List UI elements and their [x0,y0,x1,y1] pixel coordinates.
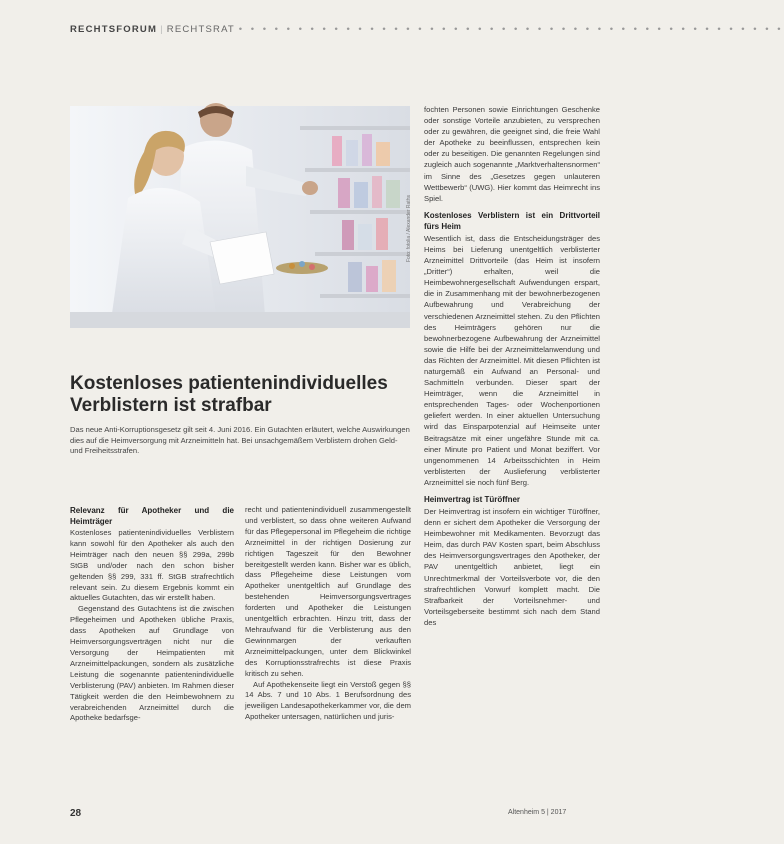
article-title: Kostenloses patientenindividuelles Verblistern ist strafbar [70,373,388,416]
pharmacy-photo-illustration [70,106,410,328]
body-column-1 [70,505,234,724]
body-paragraph: Auf Apothekenseite liegt ein Verstoß gegen §§ 14 Abs. 7 und 10 Abs. 1 Berufsordnung des jeweiligen Landesapothekerkammer vor, die dem Apotheker untersagen, natürlichen und juris- [245,679,411,722]
photo-credit: Foto: fotolia / Alexander Raths [406,195,412,262]
body-column-2 [245,505,411,723]
right-paragraph: fochten Personen sowie Einrichtungen Geschenke oder sonstige Vorteile anzubieten, zu versprechen oder zu gewähren, die geeignet sind, die freie Wahl der Apotheke zu beeinflussen, entsprechen kein oder zu beseitigen. Die genannten Regelungen sind zugleich auch sogenannte „Marktverhaltensnormen“ im Sinne des „Gesetzes gegen unlauteren Wettbewerb“ (UWG). Hier kommt das Heimrecht ins Spiel. [424,105,600,203]
issue-label: Altenheim 5 | 2017 [508,809,567,816]
right-column [424,104,600,634]
right-paragraph: Wesentlich ist, dass die Entscheidungsträger des Heims bei Lieferung unentgeltlich verblisterter Arzneimittel Drittvorteile (das Heim ist insofern „Dritter“) erhalten, weil die Heimbewohnergesellschaft Aufwendungen erspart, die in Zusammenhang mit der bewohnerbezogenen Aufbewahrung und Verabreichung der verschiedenen Arzneimittel stehen. Zu den Pflichten des Heimträgers gehören nur die bewohnerbezogene Aufbewahrung der Arzneimittel sowie die Hilfe bei der Arzneimittelanwendung und das Richten der Arzneimittel. Mit diesen Pflichten ist naturgemäß ein Aufwand an Personal- und Sachmitteln verbunden. Dieser spart der Heimträger, wenn die Arzneimittel in entsprechenden Tages- oder Wochenportionen geliefert werden. In einer aktuellen Untersuchung wird das Einsparpotenzial auf Heimseite unter Beitragsätze mit einer ungefähre Stunde mit ca. einer Minute pro Patient und Monat beziffert. Vor ungenommenen 14 Arbeitsschichten in Heim verblisterten der Auslieferung verblisterter Arzneimittel sie noch fünf Berg. [424,233,600,487]
body-paragraph: Gegenstand des Gutachtens ist die zwischen Pflegeheimen und Apotheken übliche Praxis, dass Apotheken auf Grundlage von Heimversorgungsverträgen nicht nur die Versorgung der Heimpatienten mit Arzneimittelpackungen, sondern als zusätzliche Leistung die sogenannte patientenindividuelle Verblisterung (PAV) anbieten. Im Rahmen dieser Tätigkeit werden die den Heimbewohnern zu verabreichenden Arzneimittel durch die Apotheke bedarfsge- [70,604,234,723]
article-lead: Das neue Anti-Korruptionsgesetz gilt seit 4. Juni 2016. Ein Gutachten erläutert, welche Auswirkungen dies auf die Heimversorgung mit Arzneimitteln hat. Bei unsachgemäßem Verblistern drohen Geld- und Freiheitsstrafen. [70,425,410,456]
subheading-heimvertrag: Heimvertrag ist Türöffner [424,495,521,504]
subheading-relevanz: Relevanz für Apotheker und die Heimträger [70,506,234,526]
running-header [70,24,784,35]
page-number: 28 [70,808,82,819]
header-section: RECHTSFORUM [70,24,158,35]
header-dot-rule: • • • • • • • • • • • • • • • • • • • • • • • • • • • • • • • • • • • • • • • • • • • • • • [238,24,784,35]
header-subsection: RECHTSRAT [166,24,235,35]
article-photo [70,106,410,328]
subheading-drittvorteil: Kostenloses Verblistern ist ein Drittvorteil fürs Heim [424,210,600,231]
body-paragraph: Kostenloses patientenindividuelles Verblistern kann sowohl für den Apotheker als auch den Heimträger nach den neuen §§ 299a, 299b StGB und/oder nach den schon bisher geltenden §§ 299, 331 ff. StGB strafrechtlich relevant sein. Zu diesem Ergebnis kommt ein aktuelles Gutachten, das wir erstellt haben. [70,528,234,603]
header-separator: | [160,24,164,35]
body-paragraph: recht und patientenindividuell zusammengestellt und verblistert, so dass ohne weiteren Aufwand für das Pflegepersonal im Pflegeheim die richtige Arzneimittel in der richtigen Dosierung zur richtigen Tageszeit für den Bewohner bereitgestellt werden kann. Bisher war es üblich, dass Pflegeheime diese Leistungen vom Apotheker unentgeltlich auf Grundlage des bestehenden Heimversorgungsvertrages forderten und Apotheker die Leistungen unentgeltlich erbrachten. Hinzu tritt, dass der Mehraufwand für die Verblisterung aus den Gewinnmargen der verkauften Arzneimittelpackungen, unter dem Blickwinkel des Korruptionsstrafrechts ist diese Praxis kritisch zu sehen. [245,505,411,678]
right-paragraph: Der Heimvertrag ist insofern ein wichtiger Türöffner, denn er sichert dem Apotheker die Versorgung der Heimbewohner mit Medikamenten. Bevorzugt das Heim, das durch PAV Kosten spart, beim Abschluss des Heimversorgungsvertrages den Apotheker, der PAV unentgeltlich anbietet, liegt ein Unrechtmerkmal der Vorteilsverbote vor, die den strafrechtlichen Vorwurf komplett macht. Die Strafbarkeit der Vorteilsnehmer- und Vorteilsgeberseite bestimmt sich nach dem Stand des [424,507,600,627]
